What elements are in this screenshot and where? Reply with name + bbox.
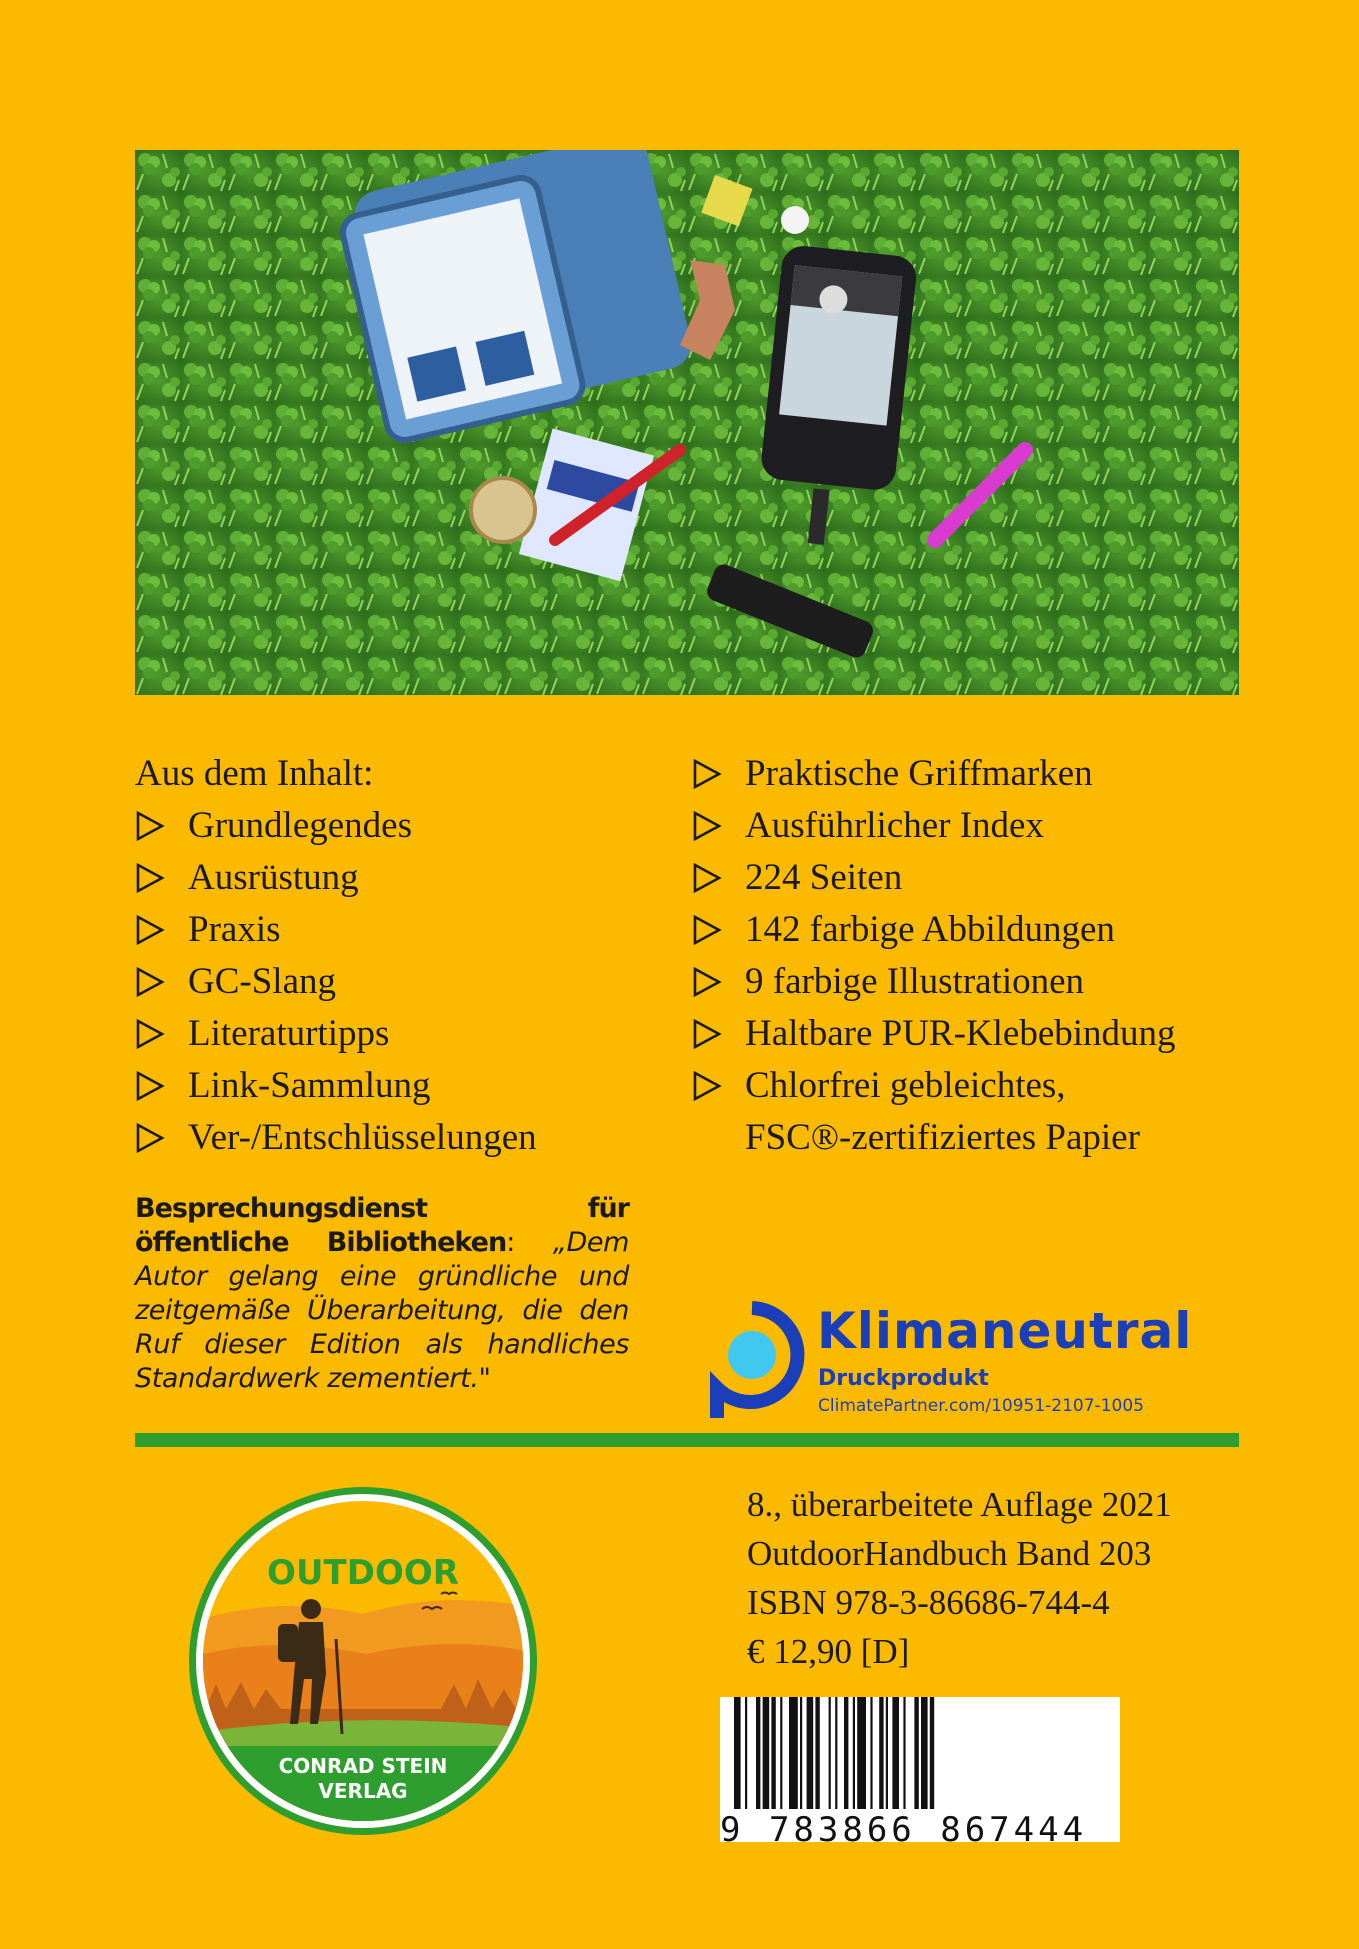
triangle-bullet-icon: [692, 904, 745, 956]
list-item-label: Ver-/Entschlüsselungen: [188, 1117, 537, 1158]
triangle-bullet-icon: [692, 956, 745, 1008]
klimaneutral-url: ClimatePartner.com/10951-2107-1005: [818, 1396, 1144, 1416]
klimaneutral-badge: [697, 1300, 1217, 1420]
triangle-bullet-icon: [692, 748, 745, 800]
list-item-label: 224 Seiten: [745, 857, 903, 898]
list-item-label: Praktische Griffmarken: [745, 753, 1093, 794]
review-text: „Dem Autor gelang eine gründliche und zeitgemäße Überarbeitung, die den Ruf dieser Edition als handliches Standardwerk zementiert.": [135, 1227, 629, 1394]
list-item: [692, 800, 1176, 852]
review-quote: [135, 1192, 629, 1396]
list-item-label: Ausführlicher Index: [745, 805, 1044, 846]
klimaneutral-title: Klimaneutral: [817, 1302, 1193, 1360]
list-item: [135, 1008, 537, 1060]
list-item-label: Ausrüstung: [188, 857, 359, 898]
triangle-bullet-icon: [692, 1008, 745, 1060]
triangle-bullet-icon: [135, 800, 188, 852]
list-item-label: Chlorfrei gebleichtes,: [745, 1065, 1066, 1106]
content-list-heading: Aus dem Inhalt:: [135, 753, 374, 794]
edition-line: 8., überarbeitete Auflage 2021: [747, 1485, 1172, 1524]
logo-top-text: OUTDOOR: [267, 1553, 459, 1593]
cover-photo: [135, 150, 1239, 695]
price-line: € 12,90 [D]: [747, 1632, 910, 1671]
publisher-logo: [186, 1484, 540, 1838]
isbn-line: ISBN 978-3-86686-744-4: [747, 1583, 1110, 1622]
triangle-bullet-icon: [135, 956, 188, 1008]
logo-bottom-text-2: VERLAG: [318, 1779, 408, 1803]
content-list-left: [135, 748, 537, 1164]
list-item: [692, 1008, 1176, 1060]
list-item-label: 142 farbige Abbildungen: [745, 909, 1115, 950]
klimaneutral-subtitle: Druckprodukt: [818, 1366, 989, 1391]
list-item-label: GC-Slang: [188, 961, 336, 1002]
list-item: [135, 852, 537, 904]
list-item-label: 9 farbige Illustrationen: [745, 961, 1085, 1002]
list-item: [135, 800, 537, 852]
triangle-bullet-icon: [135, 1112, 188, 1164]
triangle-bullet-icon: [692, 1060, 745, 1112]
list-item: [692, 852, 1176, 904]
list-item-label: Literaturtipps: [188, 1013, 390, 1054]
list-item: [692, 1060, 1176, 1112]
content-list-continuation: FSC®-zertifiziertes Papier: [745, 1117, 1140, 1158]
triangle-bullet-icon: [135, 852, 188, 904]
list-item: [135, 904, 537, 956]
review-colon: :: [506, 1227, 553, 1258]
list-item: [135, 1060, 537, 1112]
triangle-bullet-icon: [135, 904, 188, 956]
green-divider: [135, 1433, 1239, 1447]
triangle-bullet-icon: [135, 1008, 188, 1060]
list-item: [692, 956, 1176, 1008]
triangle-bullet-icon: [135, 1060, 188, 1112]
logo-bottom-text-1: CONRAD STEIN: [278, 1754, 448, 1778]
content-list-right: [692, 748, 1176, 1164]
edition-info: [747, 1480, 1172, 1676]
series-line: OutdoorHandbuch Band 203: [747, 1534, 1152, 1573]
list-item-label: Grundlegendes: [188, 805, 412, 846]
list-item: [135, 1112, 537, 1164]
triangle-bullet-icon: [692, 852, 745, 904]
list-item-label: Praxis: [188, 909, 281, 950]
triangle-bullet-icon: [692, 800, 745, 852]
list-item: [692, 904, 1176, 956]
review-source: Besprechungsdienst für öffentliche Bibliotheken: [135, 1193, 629, 1258]
climate-partner-icon: [697, 1300, 807, 1420]
barcode-digits: 9 783866 867444: [720, 1810, 1088, 1850]
list-item: [692, 748, 1176, 800]
list-item-label: Link-Sammlung: [188, 1065, 431, 1106]
list-item-label: Haltbare PUR-Klebebindung: [745, 1013, 1176, 1054]
list-item: [135, 956, 537, 1008]
